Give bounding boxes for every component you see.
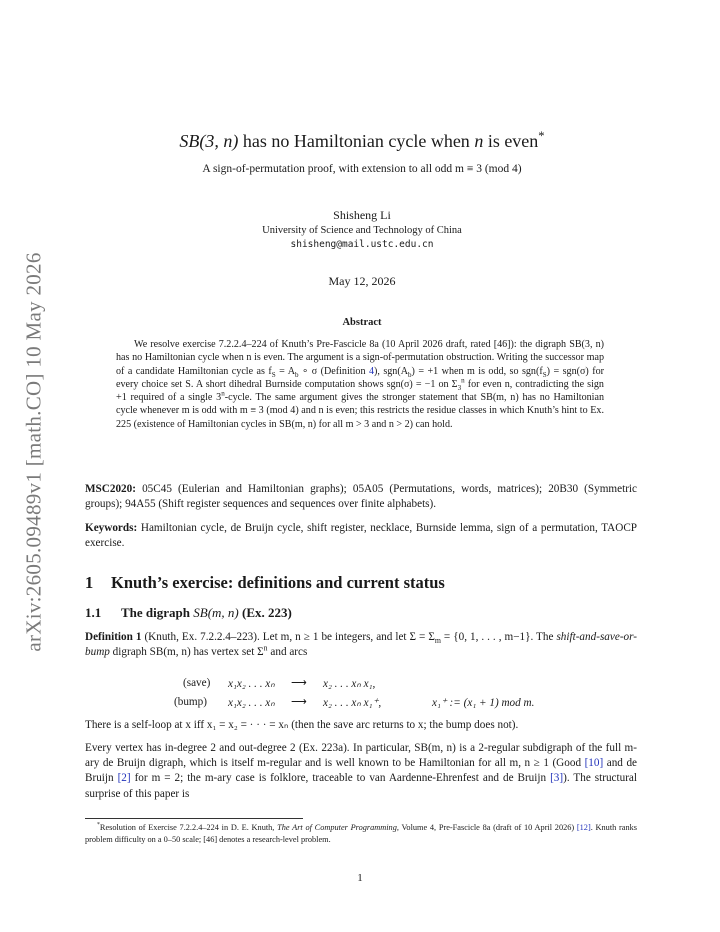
arxiv-sidebar-stamp bbox=[22, 242, 46, 662]
ref-2[interactable]: [2] bbox=[117, 772, 131, 785]
section-heading-1: 1 Knuth’s exercise: definitions and current status bbox=[85, 573, 445, 592]
definition-1: Definition 1 (Knuth, Ex. 7.2.2.4–223). Let m, n ≥ 1 be integers, and let $\Sigma = \Sigma_m = \{0$, 1, . . . , m−1}. The shift-and-save-or-bump digraph SB(m, n) has vertex set $\Sigma^n$ and arcs bbox=[85, 631, 637, 659]
page-number: 1 bbox=[357, 872, 363, 884]
keywords: Keywords: Hamiltonian cycle, de Bruijn cycle, shift register, necklace, Burnside lemma, sign of a permutation, TAOCP exercise. bbox=[85, 522, 637, 550]
paper-title: SB(3, n) has no Hamiltonian cycle when n is even* bbox=[179, 129, 545, 151]
ref-3[interactable]: [3] bbox=[550, 772, 564, 785]
abstract-paragraph: We resolve exercise 7.2.2.4–224 of Knuth’s Pre-Fascicle 8a (10 April 2026 draft, rated [46]): the digraph SB(3, n) has no Hamiltonian cycle when n is even. The argument is a sign-of-permutation obstruction. Writing the successor map of a candidate Hamiltonian cycle as $f_S = A_b$ ∘ σ (Definition 4), $sgn(A_b) = +1$ when m is odd, so $sgn(f_S) = sgn(\sigma)$ for every choice set S. A short dihedral Burnside computation shows sgn(σ) = −1 on $\Sigma_3^n$ for even n, contradicting the sign +1 required of a single 3$^n$-cycle. The same argument gives the stronger statement that SB(m, n) has no Hamiltonian cycle whenever m is odd with m ≡ 3 (mod 4) and n is even; this restricts the residue classes in which Knuth’s hint to Ex. 225 (existence of Hamiltonian cycles in SB(m, n) for all m > 3 and n > 2) can hold. bbox=[116, 339, 605, 430]
bump-rhs: x₂ . . . xₙ x₁⁺, bbox=[323, 697, 382, 709]
subsection-heading-1-1: 1.1 The digraph SB(m, n) (Ex. 223) bbox=[85, 605, 292, 620]
author-email[interactable]: shisheng@mail.ustc.edu.cn bbox=[290, 239, 434, 250]
save-lhs: x₁x₂ . . . xₙ bbox=[228, 678, 275, 690]
selfloop-paragraph: There is a self-loop at x iff x₁ = x₂ = · · · = xₙ (then the save arc returns to x; the bump does not). bbox=[85, 719, 519, 731]
bump-arrow: ⟶ bbox=[291, 696, 308, 708]
title-footnote-mark: * bbox=[538, 129, 545, 143]
ref-12[interactable]: [12] bbox=[576, 823, 591, 832]
save-arrow: ⟶ bbox=[291, 677, 308, 689]
author-affiliation: University of Science and Technology of China bbox=[262, 225, 462, 236]
bump-definition: x₁⁺ := (x₁ + 1) mod m. bbox=[432, 697, 535, 709]
save-label: (save) bbox=[183, 677, 211, 689]
footnote: *Resolution of Exercise 7.2.2.4–224 in D. E. Knuth, The Art of Computer Programming, Volume 4, Pre-Fascicle 8a (draft of 10 April 2026) [12]. Knuth ranks problem difficulty on a 0–50 scale; [46] denotes a research-level problem. bbox=[85, 822, 637, 844]
abstract-body bbox=[116, 338, 604, 431]
footnote-rule bbox=[85, 818, 303, 819]
paper-date: May 12, 2026 bbox=[328, 274, 396, 288]
bump-lhs: x₁x₂ . . . xₙ bbox=[228, 697, 275, 709]
author-name: Shisheng Li bbox=[333, 208, 391, 222]
save-rhs: x₂ . . . xₙ x₁, bbox=[323, 678, 376, 690]
arxiv-identifier: arXiv:2605.09489v1 [math.CO] 10 May 2026 bbox=[21, 252, 46, 652]
abstract-heading: Abstract bbox=[342, 317, 382, 328]
paper-subtitle: A sign-of-permutation proof, with extension to all odd m ≡ 3 (mod 4) bbox=[202, 163, 522, 175]
keywords-label: Keywords: bbox=[85, 522, 138, 534]
ref-definition-4[interactable]: 4 bbox=[368, 365, 374, 377]
ref-10[interactable]: [10] bbox=[584, 757, 604, 770]
regularity-paragraph: Every vertex has in-degree 2 and out-degree 2 (Ex. 223a). In particular, SB(m, n) is a 2-regular subdigraph of the full m-ary de Bruijn digraph, which is itself m-regular and is well known to be Hamiltonian for all m, n ≥ 1 (Good [10] and de Bruijn [2] for m = 2; the m-ary case is folklore, traceable to van Aardenne-Ehrenfest and de Bruijn [3]). The structural surprise of this paper is bbox=[85, 742, 638, 800]
msc-label: MSC2020: bbox=[85, 483, 136, 495]
msc-classification: MSC2020: 05C45 (Eulerian and Hamiltonian graphs); 05A05 (Permutations, words, matrices); 20B30 (Symmetric groups); 94A55 (Shift register sequences and sequences over finite alphabets). bbox=[85, 483, 637, 511]
definition-label: Definition 1 bbox=[85, 631, 142, 643]
bump-label: (bump) bbox=[174, 696, 207, 708]
